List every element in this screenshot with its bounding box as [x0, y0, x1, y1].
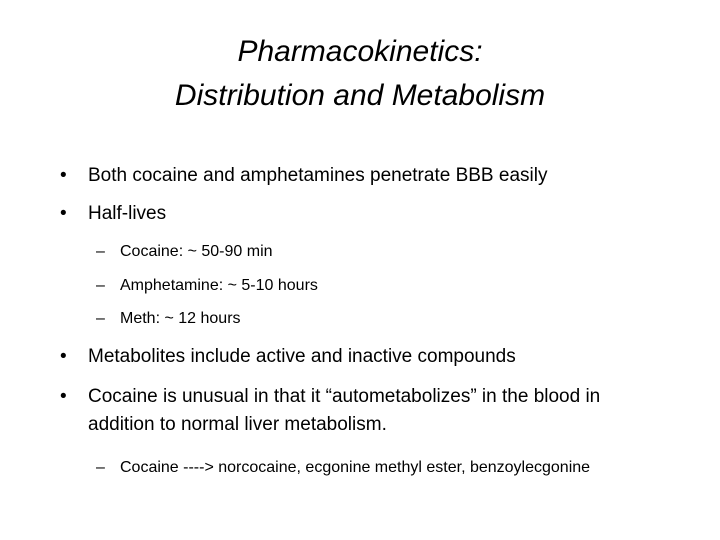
bullet-icon: • — [60, 346, 67, 367]
bullet-icon: • — [60, 203, 67, 224]
sub-bullet-item — [96, 307, 696, 331]
bullet-text: Metabolites include active and inactive compounds — [88, 346, 516, 367]
bullet-item — [60, 200, 660, 228]
title-line-1: Pharmacokinetics: — [237, 35, 483, 68]
sub-bullet-item — [96, 456, 696, 480]
sub-bullet-item — [96, 240, 696, 264]
dash-icon: – — [96, 310, 105, 327]
sub-bullet-text: Cocaine: ~ 50-90 min — [120, 243, 273, 260]
title-line-2: Distribution and Metabolism — [174, 79, 546, 112]
bullet-item — [60, 162, 660, 190]
sub-bullet-text: Meth: ~ 12 hours — [120, 310, 241, 327]
sub-bullet-item — [96, 274, 696, 298]
dash-icon: – — [96, 277, 105, 294]
bullet-icon: • — [60, 386, 67, 407]
dash-icon: – — [96, 459, 105, 476]
bullet-item — [60, 383, 620, 439]
sub-bullet-text: Cocaine ----> norcocaine, ecgonine methyl ester, benzoylecgonine — [120, 459, 591, 476]
bullet-text: Half-lives — [88, 203, 167, 224]
dash-icon: – — [96, 243, 105, 260]
bullet-item — [60, 343, 660, 371]
bullet-text: Cocaine is unusual in that it “autometabolizes” in the blood in addition to normal liver metabolism. — [88, 386, 601, 435]
sub-bullet-text: Amphetamine: ~ 5-10 hours — [120, 277, 318, 294]
bullet-icon: • — [60, 165, 67, 186]
bullet-text: Both cocaine and amphetamines penetrate BBB easily — [88, 165, 548, 186]
